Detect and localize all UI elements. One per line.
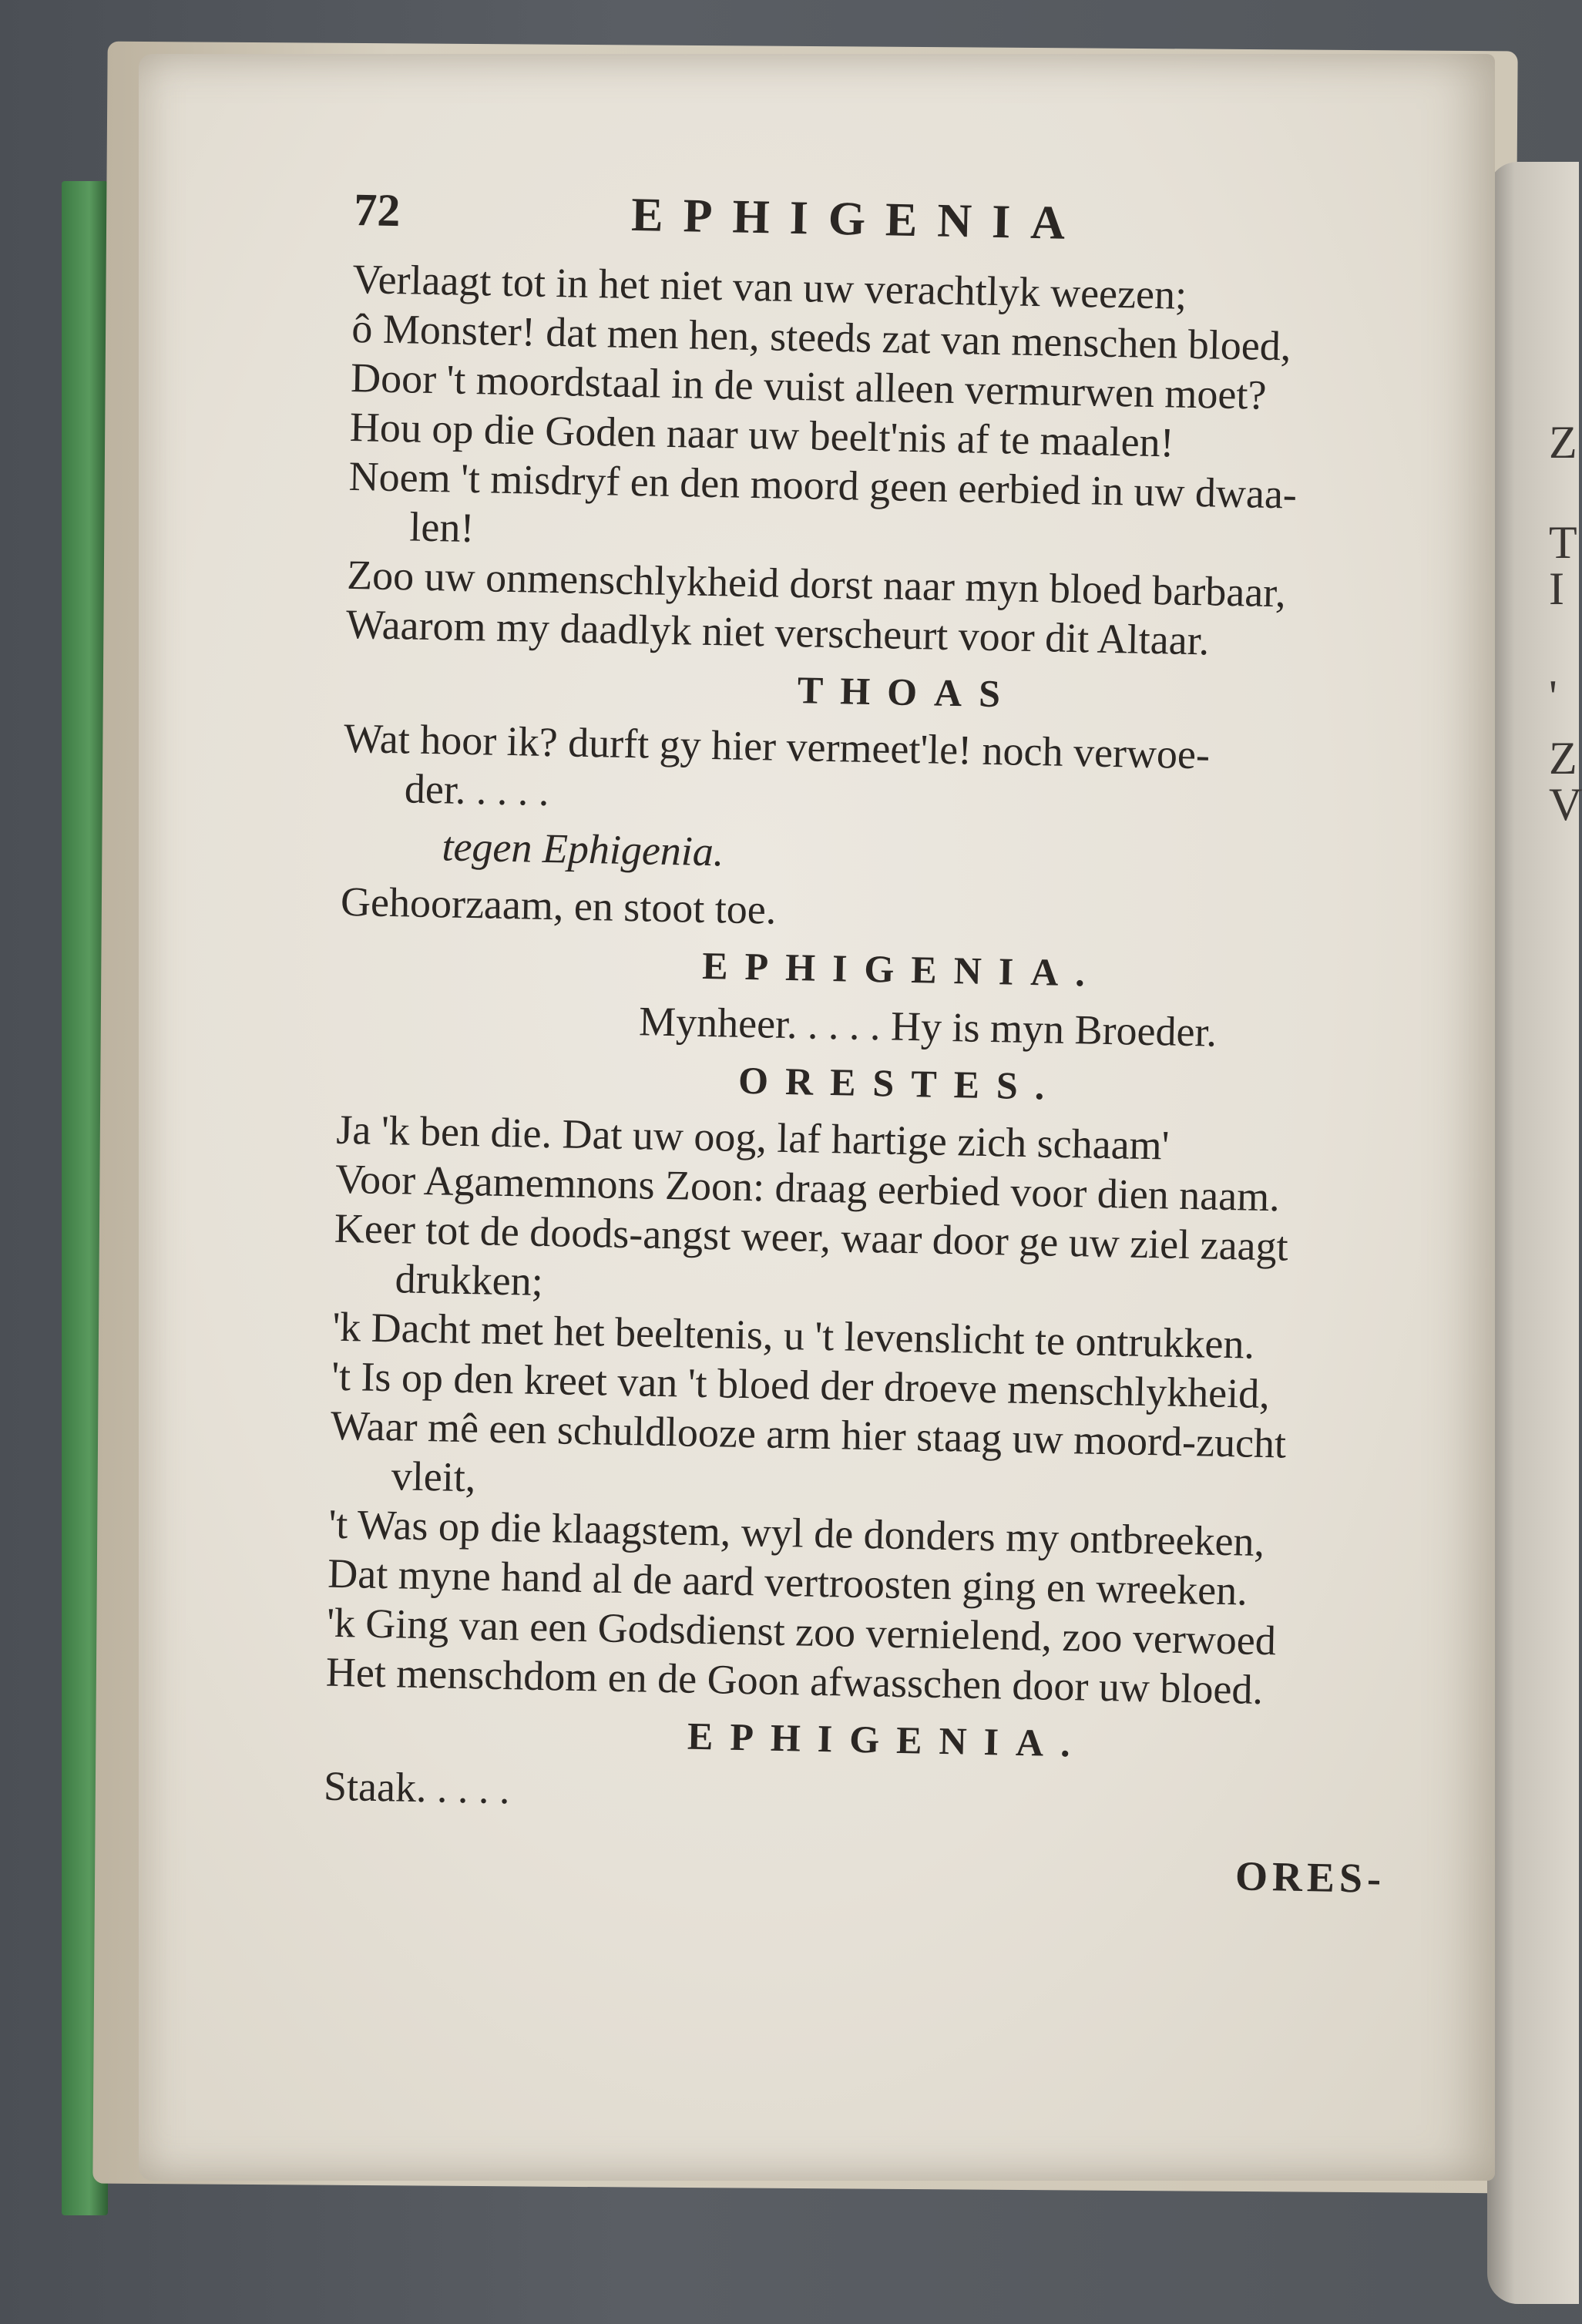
facing-page-letter: I bbox=[1549, 563, 1564, 614]
verse-line: drukken; bbox=[395, 1255, 544, 1305]
speaker-heading: ORESTES. bbox=[737, 1058, 1062, 1108]
facing-page-letter: Z bbox=[1549, 417, 1577, 468]
verse-line: Hou op die Goden naar uw beelt'nis af te maalen! bbox=[349, 403, 1175, 466]
verse-line: Verlaagt tot in het niet van uw verachtlyk weezen; bbox=[352, 255, 1187, 318]
page-number: 72 bbox=[353, 184, 401, 237]
verse-line: len! bbox=[408, 503, 475, 552]
verse-line: vleit, bbox=[391, 1452, 476, 1501]
verse-line: Noem 't misdryf en den moord geen eerbied in uw dwaa- bbox=[348, 452, 1298, 518]
verse-line: Keer tot de doods-angst weer, waar door ge uw ziel zaagt bbox=[334, 1204, 1289, 1270]
facing-page-letter: ' bbox=[1549, 671, 1557, 722]
speaker-heading: THOAS bbox=[797, 668, 1018, 716]
verse-line: der. . . . . bbox=[404, 765, 549, 814]
facing-page-letter: T bbox=[1549, 517, 1577, 568]
verse-line: Wat hoor ik? durft gy hier vermeet'le! noch verwoe- bbox=[343, 714, 1211, 778]
catchword: ORES- bbox=[1234, 1852, 1386, 1903]
verse-line: Mynheer. . . . . Hy is myn Broeder. bbox=[638, 998, 1218, 1056]
verse-line: Ja 'k ben die. Dat uw oog, laf hartige zich schaam' bbox=[335, 1106, 1170, 1169]
running-title: EPHIGENIA bbox=[630, 188, 1086, 250]
verse-line: 't Was op die klaagstem, wyl de donders my ontbreeken, bbox=[328, 1500, 1265, 1565]
verse-line: Waar mê een schuldlooze arm hier staag uw moord-zucht bbox=[330, 1402, 1287, 1467]
verse-line: 't Is op den kreet van 't bloed der droeve menschlykheid, bbox=[331, 1352, 1271, 1418]
verse-line: Door 't moordstaal in de vuist alleen vermurwen moet? bbox=[350, 354, 1267, 418]
facing-page bbox=[1487, 162, 1579, 2304]
verse-line: ô Monster! dat men hen, steeds zat van menschen bloed, bbox=[351, 304, 1291, 370]
verse-line: Dat myne hand al de aard vertroosten ging en wreeken. bbox=[327, 1550, 1248, 1614]
verse-line: Zoo uw onmenschlykheid dorst naar myn bloed barbaar, bbox=[346, 551, 1287, 616]
verse-line: Gehoorzaam, en stoot toe. bbox=[340, 878, 777, 933]
verse-line: 'k Dacht met het beeltenis, u 't levenslicht te ontrukken. bbox=[331, 1303, 1255, 1368]
stage-direction: tegen Ephigenia. bbox=[441, 823, 724, 875]
verse-line: Het menschdom en de Goon afwasschen door uw bloed. bbox=[325, 1648, 1264, 1713]
verse-line: Waarom my daadlyk niet verscheurt voor dit Altaar. bbox=[345, 600, 1210, 664]
speaker-heading: EPHIGENIA. bbox=[701, 943, 1103, 995]
page-text bbox=[322, 185, 1449, 1904]
verse-line: 'k Ging van een Godsdienst zoo vernielend, zoo verwoed bbox=[326, 1599, 1277, 1664]
verse-line: Voor Agamemnons Zoon: draag eerbied voor dien naam. bbox=[334, 1155, 1281, 1221]
facing-page-letter: V bbox=[1549, 779, 1582, 830]
facing-page-letter: Z bbox=[1549, 733, 1577, 784]
verse-line: Staak. . . . . bbox=[323, 1762, 511, 1813]
speaker-heading: EPHIGENIA. bbox=[687, 1714, 1088, 1765]
